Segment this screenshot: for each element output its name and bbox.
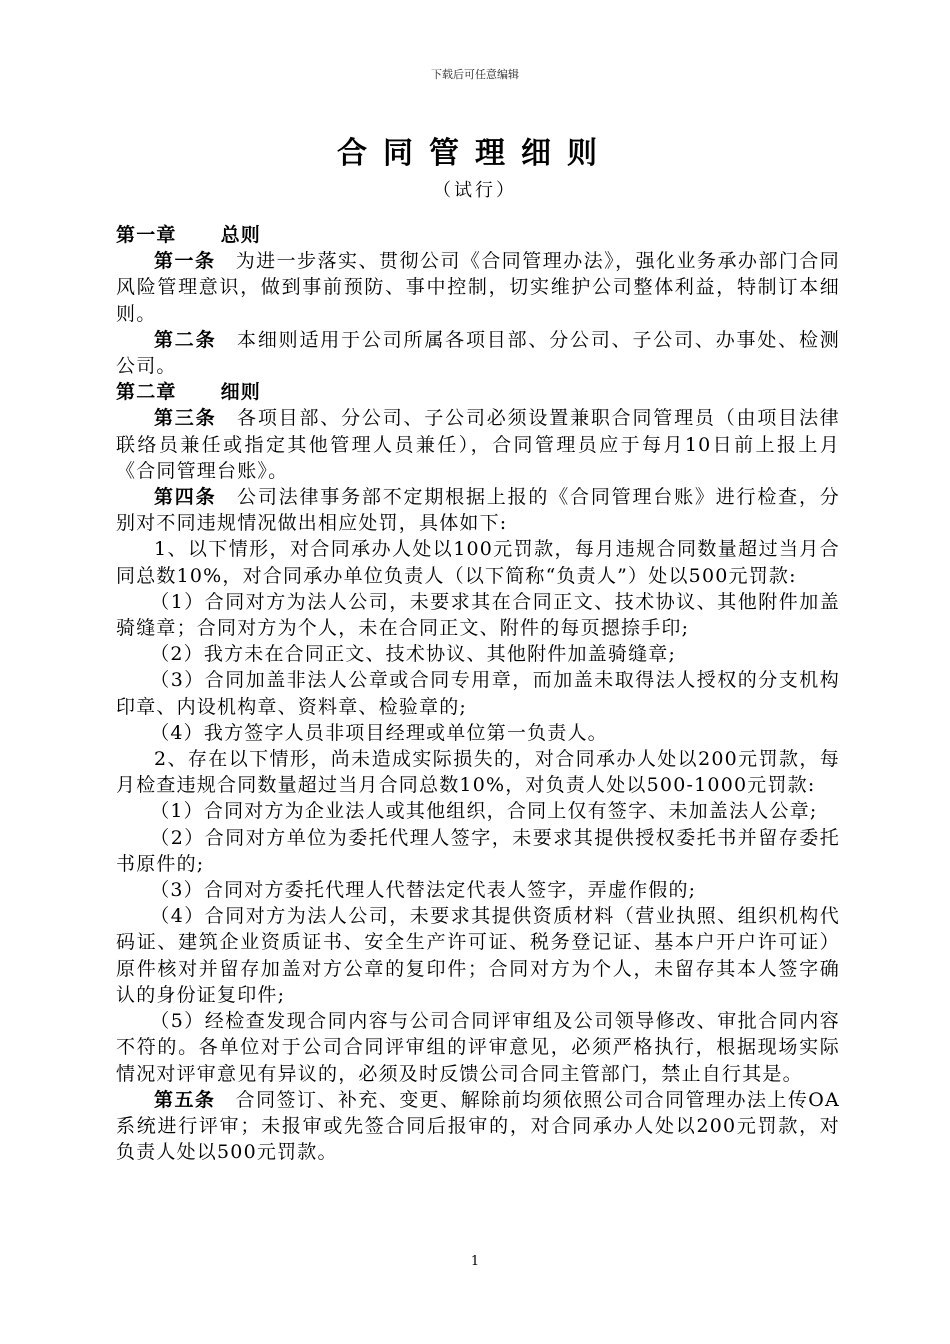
article-label: 第五条: [154, 1088, 216, 1111]
sub-clause: （1）合同对方为企业法人或其他组织，合同上仅有签字、未加盖法人公章;: [150, 800, 818, 823]
sub-clause: （2）合同对方单位为委托代理人签字，未要求其提供授权委托书并留存委托书原件的;: [116, 826, 840, 875]
header-note: 下载后可任意编辑: [431, 68, 519, 81]
chapter-number: 第一章: [116, 224, 177, 246]
sub-clause: （1）合同对方为法人公司，未要求其在合同正文、技术协议、其他附件加盖骑缝章；合同对方为个人，未在合同正文、附件的每页摁捺手印;: [116, 590, 840, 640]
clause-paragraph: 2、存在以下情形，尚未造成实际损失的，对合同承办人处以200元罚款，每月检查违规合同数量超过当月合同总数10%，对负责人处以500-1000元罚款:: [116, 748, 840, 797]
chapter-name: 总则: [220, 224, 262, 246]
article-text: 各项目部、分公司、子公司必须设置兼职合同管理员（由项目法律联络员兼任或指定其他管理人员兼任），合同管理员应于每月10日前上报上月《合同管理台账》。: [116, 407, 840, 482]
chapter-heading: [116, 379, 840, 405]
article-text: 公司法律事务部不定期根据上报的《合同管理台账》进行检查，分别对不同违规情况做出相应处罚，具体如下:: [116, 486, 840, 535]
article-label: 第三条: [154, 407, 217, 430]
chapter-name: 细则: [220, 381, 262, 404]
article-paragraph: [116, 327, 840, 379]
article-label: 第二条: [154, 328, 217, 351]
document-body: [116, 222, 840, 1165]
chapter-number: 第二章: [116, 381, 177, 404]
document-subtitle: （试行）: [433, 180, 517, 201]
sub-clause: （3）合同对方委托代理人代替法定代表人签字，弄虚作假的;: [150, 879, 697, 902]
clause-paragraph: 1、以下情形，对合同承办人处以100元罚款，每月违规合同数量超过当月合同总数10%，对合同承办单位负责人（以下简称“负责人”）处以500元罚款:: [116, 538, 840, 587]
article-paragraph: [116, 405, 840, 484]
article-text: 为进一步落实、贯彻公司《合同管理办法》，强化业务承办部门合同风险管理意识，做到事前预防、事中控制，切实维护公司整体利益，特制订本细则。: [116, 250, 840, 325]
article-paragraph: [116, 248, 840, 327]
sub-clause: （4）我方签字人员非项目经理或单位第一负责人。: [150, 721, 608, 744]
article-text: 本细则适用于公司所属各项目部、分公司、子公司、办事处、检测公司。: [116, 328, 840, 378]
sub-clause: （4）合同对方为法人公司，未要求其提供资质材料（营业执照、组织机构代码证、建筑企业资质证书、安全生产许可证、税务登记证、基本户开户许可证）原件核对并留存加盖对方公章的复印件；合同对方为个人，未留存其本人签字确认的身份证复印件;: [116, 905, 840, 1006]
sub-clause: （5）经检查发现合同内容与公司合同评审组及公司领导修改、审批合同内容不符的。各单位对于公司合同评审组的评审意见，必须严格执行，根据现场实际情况对评审意见有异议的，必须及时反馈公司合同主管部门，禁止自行其是。: [116, 1010, 840, 1085]
article-text: 合同签订、补充、变更、解除前均须依照公司合同管理办法上传OA系统进行评审；未报审或先签合同后报审的，对合同承办人处以200元罚款，对负责人处以500元罚款。: [116, 1088, 840, 1164]
document-title: 合同管理细则: [337, 136, 613, 171]
sub-clause: （3）合同加盖非法人公章或合同专用章，而加盖未取得法人授权的分支机构印章、内设机构章、资料章、检验章的;: [116, 669, 840, 718]
page-number: 1: [470, 1254, 480, 1269]
article-label: 第四条: [154, 486, 217, 509]
chapter-heading: [116, 222, 840, 248]
article-paragraph: [116, 1087, 840, 1166]
article-label: 第一条: [154, 250, 216, 273]
sub-clause: （2）我方未在合同正文、技术协议、其他附件加盖骑缝章;: [150, 643, 677, 666]
article-paragraph: [116, 484, 840, 536]
